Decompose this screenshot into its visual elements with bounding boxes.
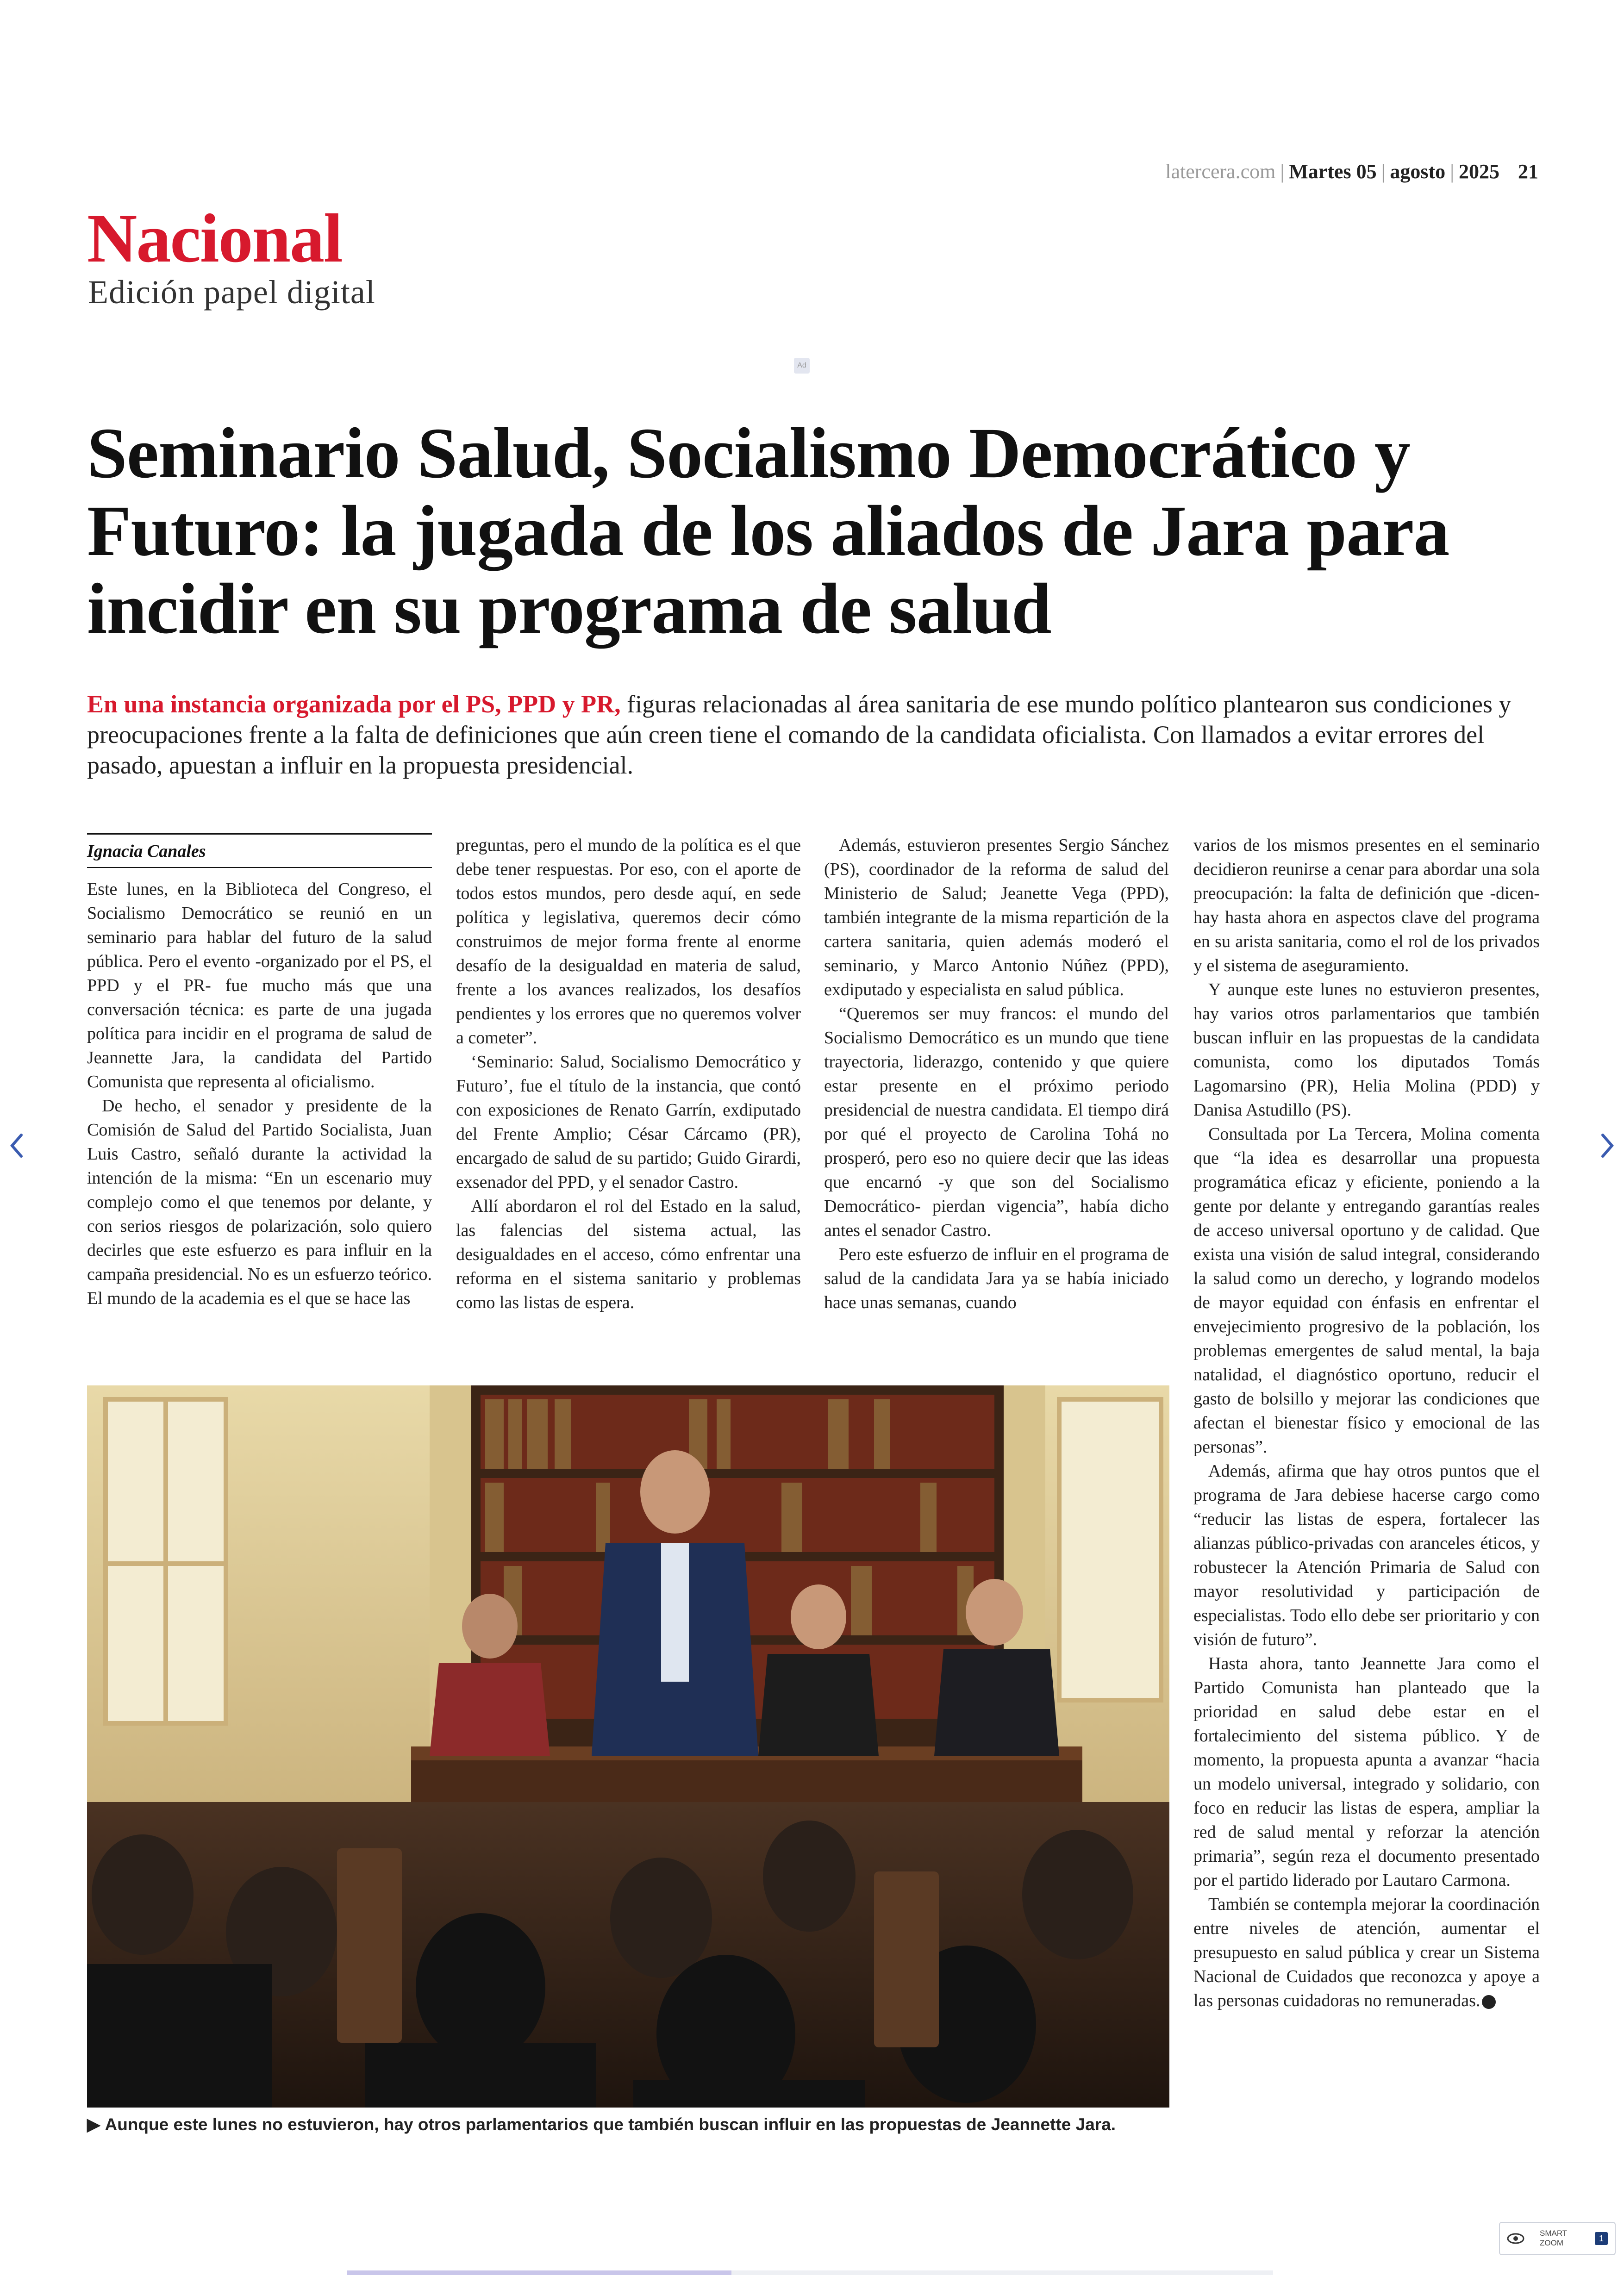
issue-month: agosto bbox=[1390, 160, 1446, 183]
scrollbar-thumb[interactable] bbox=[347, 2270, 731, 2275]
paragraph: Allí abordaron el rol del Estado en la salud, las falencias del sistema actual, las desigualdades en el acceso, cómo enfrentar una reforma en el sistema sanitario y problemas como las listas de espera. bbox=[456, 1197, 801, 1312]
smart-zoom-badge: 1 bbox=[1595, 2232, 1608, 2245]
paragraph-text: También se contempla mejorar la coordinación entre niveles de atención, aumentar el presupuesto en salud pública y crear un Sistema Nacional de Cuidados que reconozca y apoye a las personas cuidadoras no remuneradas. bbox=[1193, 1895, 1540, 2010]
caption-triangle-icon: ▶ bbox=[87, 2115, 100, 2134]
paragraph: De hecho, el senador y presidente de la Comisión de Salud del Partido Socialista, Juan Luis Castro, señaló durante la actividad la intención de la misma: “En un escenario muy complejo como el que tenemos por delante, y con serios riesgos de polarización, solo quiero decirles que este esfuerzo es para influir en la campaña presidencial. No es un esfuerzo teórico. El mundo de la academia es el que se hace las bbox=[87, 1096, 432, 1308]
article-column-2 bbox=[456, 833, 801, 1315]
seminar-photo-illustration bbox=[87, 1385, 1169, 2108]
site-name[interactable]: latercera.com bbox=[1165, 160, 1276, 183]
eye-icon bbox=[1506, 2232, 1525, 2247]
article-column-4 bbox=[1193, 833, 1540, 2013]
separator: | bbox=[1280, 160, 1285, 183]
lead-text: figuras relacionadas al área sanitaria de ese mundo político plantearon sus condiciones y preocupaciones frente a la falta de definiciones que aún creen tiene el comando de la candidata oficialista. Con llamados a evitar errores del pasado, apuestan a influir en la propuesta presidencial. bbox=[87, 690, 1512, 779]
paragraph: Y aunque este lunes no estuvieron presentes, hay varios otros parlamentarios que también buscan influir en las propuestas de la candidata comunista, como los diputados Tomás Lagomarsino (PR), Helia Molina (PDD) y Danisa Astudillo (PS). bbox=[1193, 980, 1540, 1120]
section-title: Nacional bbox=[87, 200, 342, 277]
smart-zoom-button[interactable] bbox=[1499, 2222, 1616, 2255]
paragraph: Hasta ahora, tanto Jeannette Jara como el Partido Comunista han planteado que la prioridad en salud debe estar en el fortalecimiento del sistema público. Y de momento, la propuesta apunta a avanzar “hacia un modelo universal, integrado y solidario, con foco en reducir las listas de espera, ampliar la red de salud mental y reforzar la atención primaria”, según reza el documento presentado por el partido liderado por Lautaro Carmona. bbox=[1193, 1654, 1540, 1890]
issue-year: 2025 bbox=[1459, 160, 1499, 183]
issue-meta bbox=[1165, 160, 1538, 183]
lead-highlight: En una instancia organizada por el PS, PPD y PR, bbox=[87, 690, 621, 718]
article-column-3 bbox=[824, 833, 1169, 1315]
paragraph: Este lunes, en la Biblioteca del Congreso, el Socialismo Democrático se reunió en un seminario para hablar del futuro de la salud pública. Pero el evento -organizado por el PS, el PPD y el PR- fue mucho más que una conversación técnica: es parte de una jugada política para incidir en el programa de salud de Jeannette Jara, la candidata del Partido Comunista que representa al oficialismo. bbox=[87, 879, 432, 1091]
section-subtitle: Edición papel digital bbox=[88, 274, 375, 311]
caption-text: Aunque este lunes no estuvieron, hay otros parlamentarios que también buscan influir en las propuestas de Jeannette Jara. bbox=[105, 2115, 1116, 2134]
paragraph: preguntas, pero el mundo de la política es el que debe tener respuestas. Por eso, con el aporte de todos estos mundos, pero desde aquí, en sede política y legislativa, queremos decir cómo construimos de mejor forma frente al enorme desafío de la desigualdad en materia de salud, frente a los avances realizados, los desafíos pendientes y los errores que no queremos volver a cometer”. bbox=[456, 836, 801, 1048]
byline: Ignacia Canales bbox=[87, 833, 432, 868]
paragraph: Pero este esfuerzo de influir en el programa de salud de la candidata Jara ya se había iniciado hace unas semanas, cuando bbox=[824, 1245, 1169, 1312]
next-page-arrow-icon[interactable] bbox=[1593, 1129, 1620, 1162]
separator: | bbox=[1450, 160, 1454, 183]
paragraph: “Queremos ser muy francos: el mundo del Socialismo Democrático es un mundo que tiene trayectoria, liderazgo, contenido y que quiere estar presente en el próximo periodo presidencial de nuestra candidata. El tiempo dirá por qué el proyecto de Carolina Tohá no prosperó, pero eso no quiere decir que las ideas que encarnó -y que son del Socialismo Democrático- pierdan vigencia”, había dicho antes el senador Castro. bbox=[824, 1004, 1169, 1240]
ad-marker-icon[interactable]: Ad bbox=[794, 358, 810, 374]
smart-zoom-label: SMART ZOOM bbox=[1540, 2229, 1567, 2247]
article-headline: Seminario Salud, Socialismo Democrático y Futuro: la jugada de los aliados de Jara para incidir en su programa de salud bbox=[87, 413, 1449, 649]
article-lead bbox=[87, 689, 1545, 780]
article-column-1 bbox=[87, 833, 432, 1310]
photo-caption bbox=[87, 2114, 1198, 2134]
issue-day: Martes 05 bbox=[1289, 160, 1377, 183]
paragraph: Consultada por La Tercera, Molina comenta que “la idea es desarrollar una propuesta programática eficaz y eficiente, poniendo a la gente por delante y entregando garantías reales de acceso universal oportuno y de calidad. Que exista una visión de salud integral, considerando la salud como un derecho, y logrando modelos de mayor equidad con énfasis en enfrentar el envejecimiento progresivo de la población, los problemas emergentes de salud mental, la baja natalidad, el diagnóstico oportuno, reducir el gasto de bolsillo y mejorar las condiciones que afectan el bienestar físico y emocional de las personas”. bbox=[1193, 1124, 1540, 1457]
page-number: 21 bbox=[1518, 160, 1538, 183]
end-mark-icon: LT bbox=[1482, 1995, 1496, 2009]
paragraph: Además, afirma que hay otros puntos que el programa de Jara debiese hacerse cargo como “reducir las listas de espera, fortalecer las alianzas público-privadas con aranceles éticos, y robustecer la Atención Primaria de Salud con mayor resolutividad y participación de especialistas. Todo ello debe ser prioritario y con visión de futuro”. bbox=[1193, 1461, 1540, 1649]
page-scrollbar[interactable] bbox=[347, 2270, 1273, 2275]
article-photo[interactable] bbox=[87, 1385, 1169, 2108]
paragraph: Además, estuvieron presentes Sergio Sánchez (PS), coordinador de la reforma de salud del Ministerio de Salud; Jeanette Vega (PPD), también integrante de la misma repartición de la cartera sanitaria, quien además moderó el seminario, y Marco Antonio Núñez (PPD), exdiputado y especialista en salud pública. bbox=[824, 836, 1169, 999]
paragraph: ‘Seminario: Salud, Socialismo Democrático y Futuro’, fue el título de la instancia, que contó con exposiciones de Renato Garrín, exdiputado del Frente Amplio; César Cárcamo (PR), encargado de salud de su partido; Guido Girardi, exsenador del PPD, y el senador Castro. bbox=[456, 1052, 801, 1192]
previous-page-arrow-icon[interactable] bbox=[4, 1129, 31, 1162]
paragraph bbox=[1193, 1892, 1540, 2013]
separator: | bbox=[1381, 160, 1386, 183]
paragraph: varios de los mismos presentes en el seminario decidieron reunirse a cenar para abordar una sola preocupación: la falta de definición que -dicen- hay hasta ahora en aspectos clave del programa en su arista sanitaria, como el rol de los privados y el sistema de aseguramiento. bbox=[1193, 836, 1540, 975]
